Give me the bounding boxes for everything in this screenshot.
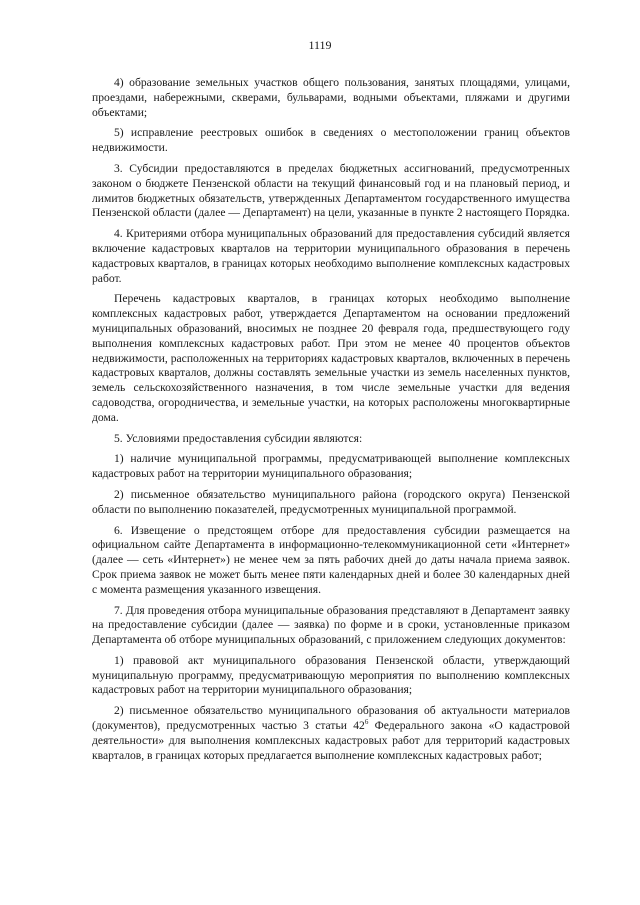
paragraph-clause-3: 3. Субсидии предоставляются в пределах бюджетных ассигнований, предусмотренных законом о бюджете Пензенской области на текущий финансовый год и на плановый период, и лимитов бюджетных обязательств, утвержденных Департаментом государственного имущества Пензенской области (далее — Департамент) на цели, указанные в пункте 2 настоящего Порядка. xyxy=(92,161,570,220)
paragraph-item-4: 4) образование земельных участков общего пользования, занятых площадями, улицами, проездами, набережными, скверами, бульварами, водными объектами, пляжами и другими объектами; xyxy=(92,76,570,119)
paragraph-clause-6: 6. Извещение о предстоящем отборе для предоставления субсидии размещается на официальном сайте Департамента в информационно-телекоммуникационной сети «Интернет» (далее — сеть «Интернет») не менее чем за пять рабочих дней до даты начала приема заявок. Срок приема заявок не может быть менее пяти календарных дней и более 30 календарных дней с момента размещения указанного извещения. xyxy=(92,523,570,596)
paragraph-document-2-part-2: Федерального закона «О кадастровой деятельности» для выполнения комплексных кадастровых работ для территорий кадастровых кварталов, в границах которых предлагается выполнение комплексных кадастровых работ; xyxy=(92,719,570,762)
paragraph-clause-5: 5. Условиями предоставления субсидии являются: xyxy=(114,431,363,445)
paragraph-clause-4: 4. Критериями отбора муниципальных образований для предоставления субсидий является включение кадастровых кварталов на территории муниципального образования в перечень кадастровых кварталов, в границах которых необходимо выполнение комплексных кадастровых работ. xyxy=(92,227,570,285)
paragraph-condition-2: 2) письменное обязательство муниципального района (городского округа) Пензенской области по выполнению показателей, предусмотренных муниципальной программой. xyxy=(92,487,570,516)
paragraph-item-5: 5) исправление реестровых ошибок в сведениях о местоположении границ объектов недвижимости. xyxy=(92,126,570,155)
paragraph-condition-1: 1) наличие муниципальной программы, предусматривающей выполнение комплексных кадастровых работ на территории муниципального образования; xyxy=(92,452,570,481)
superscript-article-index: 6 xyxy=(364,718,369,727)
paragraph-document-1: 1) правовой акт муниципального образования Пензенской области, утверждающий муниципальную программу, предусматривающую мероприятия по выполнению комплексных кадастровых работ на территории муниципального образования; xyxy=(92,653,570,697)
paragraph-document-2-part-1: 2) письменное обязательство муниципального образования об актуальности материалов (документов), предусмотренных частью 3 статьи 42 xyxy=(92,704,570,733)
paragraph-clause-7: 7. Для проведения отбора муниципальные образования представляют в Департамент заявку на предоставление субсидии (далее — заявка) по форме и в сроки, установленные приказом Департамента об отборе муниципальных образований, с приложением следующих документов: xyxy=(92,603,570,647)
page-number: 1119 xyxy=(308,38,332,52)
paragraph-document-2 xyxy=(92,704,570,763)
document-body xyxy=(92,76,570,769)
paragraph-cadastral-list: Перечень кадастровых кварталов, в границах которых необходимо выполнение комплексных кадастровых работ, утверждается Департаментом на основании предложений муниципальных образований, вносимых не позднее 20 февраля года, предшествующего году выполнения комплексных кадастровых работ. При этом не менее 40 процентов объектов недвижимости, расположенных на территориях кадастровых кварталов, включенных в перечень кадастровых кварталов, должны составлять земельные участки из земель населенных пунктов, земель сельскохозяйственного назначения, в том числе земельные участки для ведения садоводства, огородничества, и земельные участки, на которых расположены многоквартирные дома. xyxy=(92,292,570,424)
